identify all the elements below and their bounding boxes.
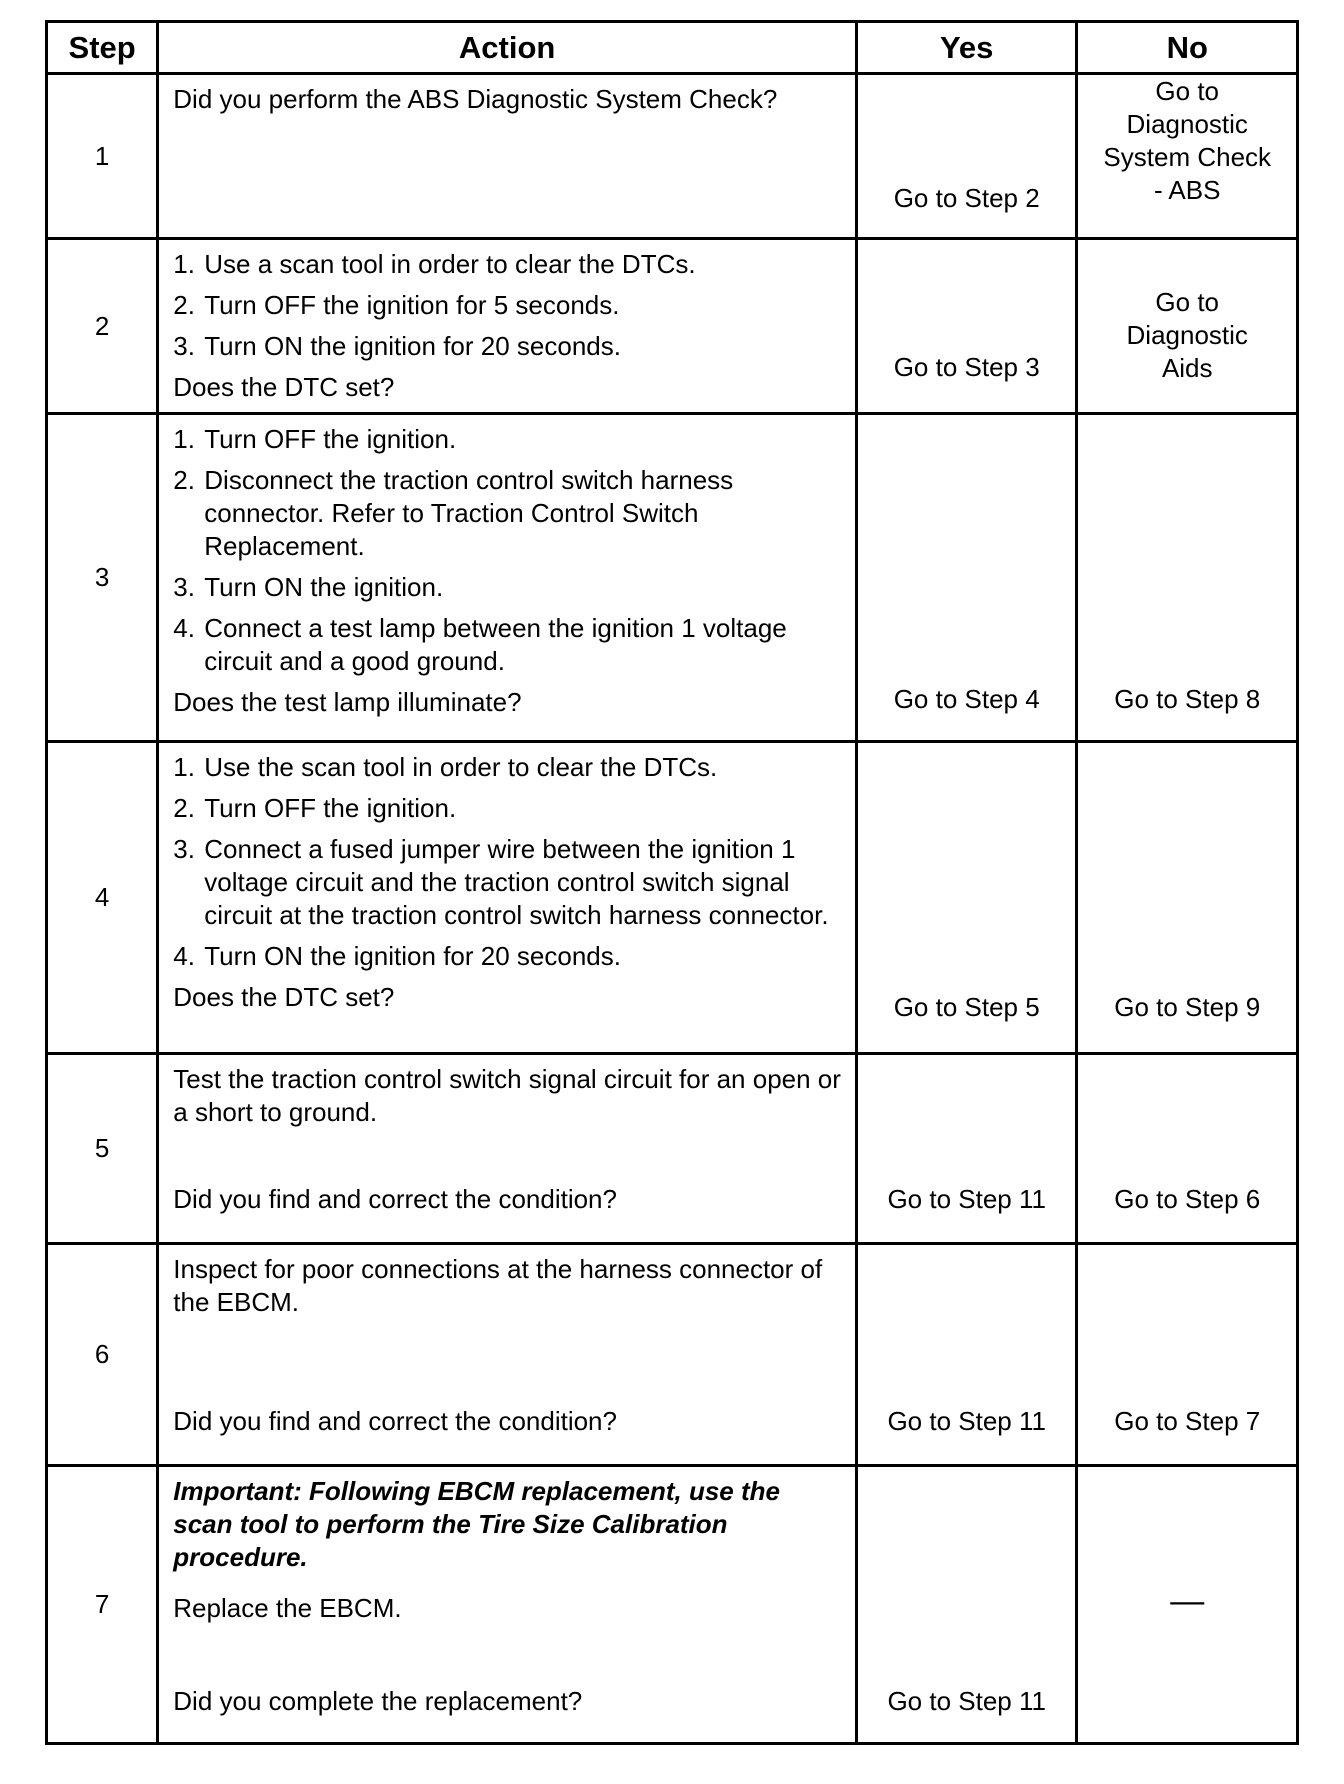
action-item: 2. Turn OFF the ignition for 5 seconds.: [173, 290, 620, 320]
action-cell: [158, 74, 857, 239]
no-text: Go to Diagnostic Aids: [1126, 287, 1248, 383]
no-text: Go to Step 8: [1114, 684, 1261, 714]
action-item: 2. Disconnect the traction control switch harness connector. Refer to Traction Control Switch Replacement.: [173, 465, 734, 561]
no-text: Go to Step 6: [1114, 1184, 1261, 1214]
action-text: Inspect for poor connections at the harness connector of the EBCM.: [173, 1254, 823, 1317]
yes-cell: [856, 1244, 1077, 1466]
action-question: Does the DTC set?: [173, 372, 395, 402]
no-cell: [1077, 414, 1298, 742]
no-cell: [1077, 239, 1298, 414]
action-cell: [158, 1054, 857, 1244]
no-text: Go to Diagnostic System Check - ABS: [1103, 76, 1272, 205]
table-row: [47, 1244, 1298, 1466]
no-cell: [1077, 742, 1298, 1054]
yes-text: Go to Step 11: [887, 1406, 1046, 1436]
action-item: 1. Use a scan tool in order to clear the DTCs.: [173, 249, 696, 279]
action-cell: [158, 414, 857, 742]
action-item: 1. Use the scan tool in order to clear the DTCs.: [173, 752, 718, 782]
action-cell: [158, 742, 857, 1054]
action-item: 1. Turn OFF the ignition.: [173, 424, 457, 454]
header-row: [47, 22, 1298, 74]
step-number: 5: [47, 1054, 158, 1244]
action-item: 3. Connect a fused jumper wire between the ignition 1 voltage circuit and the traction control switch signal circuit at the traction control switch harness connector.: [173, 834, 829, 930]
yes-cell: [856, 742, 1077, 1054]
yes-text: Go to Step 5: [893, 992, 1040, 1022]
action-item: 2. Turn OFF the ignition.: [173, 793, 457, 823]
table-row: [47, 74, 1298, 239]
header-action: Action: [158, 22, 857, 74]
step-number: 2: [47, 239, 158, 414]
action-question: Does the DTC set?: [173, 982, 395, 1012]
header-yes: Yes: [856, 22, 1077, 74]
step-number: 6: [47, 1244, 158, 1466]
table-row: [47, 414, 1298, 742]
no-dash: —: [1170, 1581, 1205, 1620]
step-number: 4: [47, 742, 158, 1054]
yes-text: Go to Step 11: [887, 1184, 1046, 1214]
action-text: Did you perform the ABS Diagnostic System Check?: [173, 84, 778, 114]
action-item: 4. Connect a test lamp between the ignition 1 voltage circuit and a good ground.: [173, 613, 787, 676]
table-row: [47, 239, 1298, 414]
action-question: Did you find and correct the condition?: [173, 1406, 617, 1436]
no-cell: [1077, 74, 1298, 239]
yes-text: Go to Step 11: [887, 1686, 1046, 1716]
no-cell: [1077, 1466, 1298, 1744]
step-number: 7: [47, 1466, 158, 1744]
yes-cell: [856, 74, 1077, 239]
action-cell: [158, 1244, 857, 1466]
action-item: 3. Turn ON the ignition for 20 seconds.: [173, 331, 621, 361]
action-cell: [158, 239, 857, 414]
table-row: [47, 742, 1298, 1054]
action-text: Test the traction control switch signal circuit for an open or a short to ground.: [173, 1064, 841, 1127]
action-cell: [158, 1466, 857, 1744]
header-step: Step: [47, 22, 158, 74]
yes-cell: [856, 239, 1077, 414]
important-note: Important: Following EBCM replacement, use the scan tool to perform the Tire Size Calibration procedure.: [173, 1476, 780, 1572]
no-cell: [1077, 1054, 1298, 1244]
action-text: Replace the EBCM.: [173, 1593, 402, 1623]
yes-cell: [856, 414, 1077, 742]
no-text: Go to Step 7: [1114, 1406, 1261, 1436]
action-item: 3. Turn ON the ignition.: [173, 572, 444, 602]
yes-text: Go to Step 4: [893, 684, 1040, 714]
step-number: 1: [47, 74, 158, 239]
yes-text: Go to Step 3: [893, 352, 1040, 382]
table-row: [47, 1054, 1298, 1244]
yes-cell: [856, 1054, 1077, 1244]
no-cell: [1077, 1244, 1298, 1466]
action-question: Did you complete the replacement?: [173, 1686, 583, 1716]
yes-cell: [856, 1466, 1077, 1744]
yes-text: Go to Step 2: [893, 183, 1040, 213]
action-item: 4. Turn ON the ignition for 20 seconds.: [173, 941, 621, 971]
action-question: Did you find and correct the condition?: [173, 1184, 617, 1214]
no-text: Go to Step 9: [1114, 992, 1261, 1022]
action-question: Does the test lamp illuminate?: [173, 687, 522, 717]
step-number: 3: [47, 414, 158, 742]
diagnostic-table: [45, 20, 1299, 1745]
table-row: [47, 1466, 1298, 1744]
header-no: No: [1077, 22, 1298, 74]
